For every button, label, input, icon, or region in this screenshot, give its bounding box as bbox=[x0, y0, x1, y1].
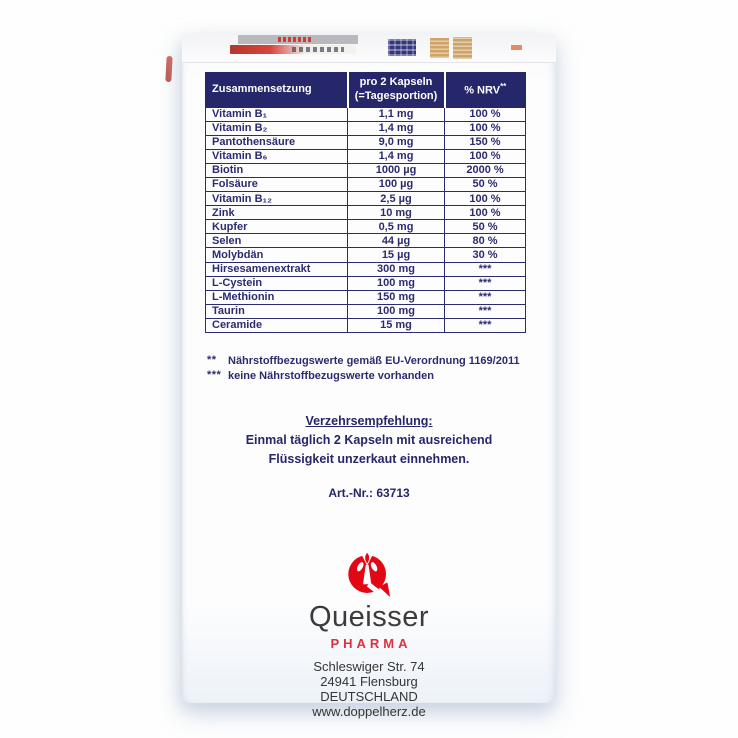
box-side-red-edge bbox=[165, 56, 172, 82]
ingredient-name-cell: Vitamin B₂ bbox=[206, 121, 348, 135]
box-top-flap bbox=[182, 34, 556, 63]
nrv-cell: *** bbox=[445, 290, 526, 304]
table-header-row bbox=[206, 73, 526, 108]
nrv-cell: 100 % bbox=[445, 121, 526, 135]
table-row bbox=[206, 234, 526, 248]
article-number: Art.-Nr.: 63713 bbox=[328, 486, 410, 500]
amount-cell: 15 mg bbox=[348, 318, 445, 332]
address-city: 24941 Flensburg bbox=[320, 673, 418, 689]
amount-cell: 150 mg bbox=[348, 290, 445, 304]
amount-cell: 1000 µg bbox=[348, 163, 445, 177]
table-row bbox=[206, 304, 526, 318]
header-per-portion bbox=[348, 73, 445, 108]
flap-print-orange-mark bbox=[511, 45, 522, 50]
flap-print-blue-mark bbox=[388, 39, 416, 56]
flap-print-gold-mark bbox=[430, 38, 449, 58]
nrv-cell: 50 % bbox=[445, 220, 526, 234]
brand-wordmark: Queisser bbox=[308, 601, 430, 633]
manufacturer-block bbox=[182, 550, 556, 719]
queisser-q-sprout-logo-icon bbox=[346, 550, 392, 600]
flap-print-red-strip bbox=[230, 45, 356, 54]
ingredient-name-cell: Biotin bbox=[206, 163, 348, 177]
footnote-marker: *** bbox=[207, 368, 222, 381]
table-row bbox=[206, 149, 526, 163]
footnote-nrv bbox=[207, 354, 520, 369]
amount-cell: 9,0 mg bbox=[348, 135, 445, 149]
ingredient-name-cell: Pantothensäure bbox=[206, 135, 348, 149]
header-nrv-footnote-marker: ** bbox=[500, 81, 507, 91]
ingredient-name-cell: L-Cystein bbox=[206, 276, 348, 290]
nrv-cell: 100 % bbox=[445, 149, 526, 163]
nrv-cell: 150 % bbox=[445, 135, 526, 149]
flap-print-gold-mark bbox=[453, 37, 472, 59]
address-street: Schleswiger Str. 74 bbox=[313, 658, 425, 674]
address-country: DEUTSCHLAND bbox=[320, 688, 418, 704]
table-row bbox=[206, 206, 526, 220]
dosage-line1: Einmal täglich 2 Kapseln mit ausreichend bbox=[245, 432, 493, 447]
manufacturer-address bbox=[182, 659, 556, 719]
nrv-cell: 50 % bbox=[445, 177, 526, 191]
table-row bbox=[206, 220, 526, 234]
ingredient-name-cell: Molybdän bbox=[206, 248, 348, 262]
composition-table bbox=[205, 72, 526, 333]
table-row bbox=[206, 135, 526, 149]
address-website: www.doppelherz.de bbox=[312, 703, 426, 719]
dosage-recommendation bbox=[182, 412, 556, 468]
ingredient-name-cell: Kupfer bbox=[206, 220, 348, 234]
ingredient-name-cell: Vitamin B₆ bbox=[206, 149, 348, 163]
footnote-no-nrv bbox=[207, 369, 520, 384]
table-row bbox=[206, 248, 526, 262]
nrv-cell: 100 % bbox=[445, 107, 526, 121]
header-nrv bbox=[445, 73, 526, 108]
nrv-cell: *** bbox=[445, 262, 526, 276]
nrv-cell: *** bbox=[445, 304, 526, 318]
ingredient-name-cell: Folsäure bbox=[206, 177, 348, 191]
nrv-cell: 100 % bbox=[445, 192, 526, 206]
amount-cell: 2,5 µg bbox=[348, 192, 445, 206]
amount-cell: 44 µg bbox=[348, 234, 445, 248]
table-footnotes bbox=[207, 354, 520, 383]
table-row bbox=[206, 192, 526, 206]
nrv-cell: 80 % bbox=[445, 234, 526, 248]
ingredient-name-cell: Ceramide bbox=[206, 318, 348, 332]
amount-cell: 100 mg bbox=[348, 276, 445, 290]
flap-print-dark-text-mark bbox=[292, 47, 344, 52]
ingredient-name-cell: Zink bbox=[206, 206, 348, 220]
footnote-text: Nährstoffbezugswerte gemäß EU-Verordnung 1169/2011 bbox=[228, 355, 520, 367]
ingredient-name-cell: Vitamin B₁₂ bbox=[206, 192, 348, 206]
ingredient-name-cell: Taurin bbox=[206, 304, 348, 318]
footnote-text: keine Nährstoffbezugswerte vorhanden bbox=[228, 369, 434, 382]
amount-cell: 1,1 mg bbox=[348, 107, 445, 121]
amount-cell: 1,4 mg bbox=[348, 121, 445, 135]
table-row bbox=[206, 107, 526, 121]
amount-cell: 100 µg bbox=[348, 177, 445, 191]
nrv-cell: *** bbox=[445, 276, 526, 290]
header-nrv-label: % NRV bbox=[464, 84, 501, 97]
table-row bbox=[206, 262, 526, 276]
amount-cell: 10 mg bbox=[348, 206, 445, 220]
ingredient-name-cell: Selen bbox=[206, 234, 348, 248]
nrv-cell: 30 % bbox=[445, 248, 526, 262]
nrv-cell: *** bbox=[445, 318, 526, 332]
nrv-cell: 100 % bbox=[445, 206, 526, 220]
table-row bbox=[206, 121, 526, 135]
flap-print-red-text-mark bbox=[278, 37, 312, 42]
nrv-cell: 2000 % bbox=[445, 163, 526, 177]
footnote-marker: ** bbox=[207, 354, 217, 366]
package-back-panel bbox=[182, 34, 556, 719]
table-row bbox=[206, 177, 526, 191]
amount-cell: 0,5 mg bbox=[348, 220, 445, 234]
amount-cell: 15 µg bbox=[348, 248, 445, 262]
amount-cell: 1,4 mg bbox=[348, 149, 445, 163]
ingredient-name-cell: L-Methionin bbox=[206, 290, 348, 304]
ingredient-name-cell: Hirsesamenextrakt bbox=[206, 262, 348, 276]
header-per-portion-line1: pro 2 Kapseln bbox=[359, 76, 433, 88]
amount-cell: 100 mg bbox=[348, 304, 445, 318]
amount-cell: 300 mg bbox=[348, 262, 445, 276]
table-row bbox=[206, 290, 526, 304]
dosage-title: Verzehrsempfehlung: bbox=[305, 414, 433, 428]
table-row bbox=[206, 163, 526, 177]
flap-print-brand-panel bbox=[238, 35, 358, 44]
division-wordmark: PHARMA bbox=[330, 635, 412, 651]
header-composition: Zusammensetzung bbox=[206, 73, 348, 108]
header-per-portion-line2: (=Tagesportion) bbox=[354, 89, 438, 102]
table-row bbox=[206, 318, 526, 332]
table-row bbox=[206, 276, 526, 290]
ingredient-name-cell: Vitamin B₁ bbox=[206, 107, 348, 121]
dosage-line2: Flüssigkeit unzerkaut einnehmen. bbox=[268, 451, 470, 466]
